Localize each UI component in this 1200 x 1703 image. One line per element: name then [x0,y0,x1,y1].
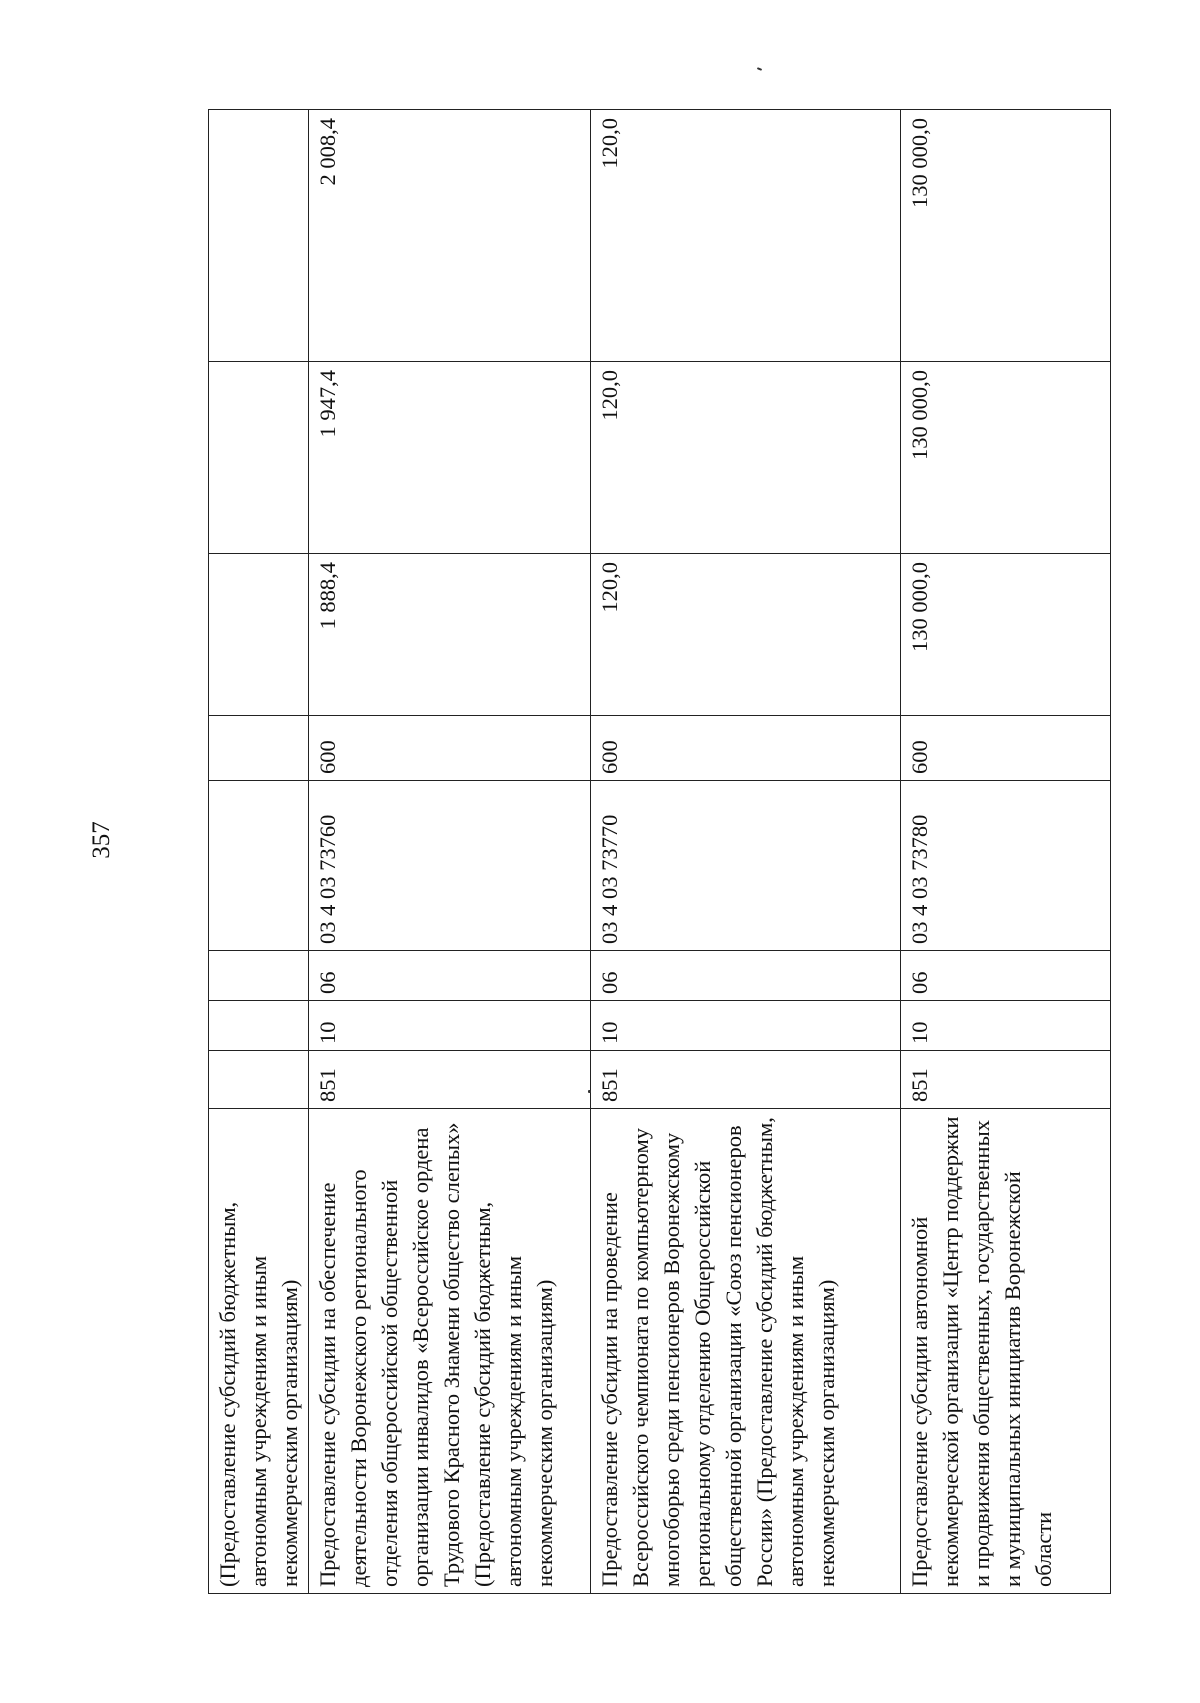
budget-table-region [208,110,1106,1594]
scan-speck [588,1090,591,1093]
row-grbs: 851 [591,1051,901,1109]
row-sum-year-3: 120,0 [591,110,901,362]
row-expense-type [209,716,309,781]
row-subsection: 06 [591,951,901,1001]
row-sum-year-2 [209,362,309,554]
rotated-table-container [208,110,1106,1594]
row-target-article: 03 4 03 73780 [901,781,1111,951]
row-target-article: 03 4 03 73760 [309,781,591,951]
row-section: 10 [309,1001,591,1051]
row-expense-type: 600 [309,716,591,781]
row-subsection: 06 [309,951,591,1001]
row-description: (Предоставление субсидий бюджетным, автономным учреждениям и иным некоммерческим организациям) [209,1109,309,1594]
table-row [309,110,591,1594]
row-section: 10 [591,1001,901,1051]
row-grbs: 851 [309,1051,591,1109]
table-row [901,110,1111,1594]
row-sum-year-2: 1 947,4 [309,362,591,554]
row-subsection: 06 [901,951,1111,1001]
row-subsection [209,951,309,1001]
table-row [591,110,901,1594]
row-sum-year-1 [209,554,309,716]
row-sum-year-1: 1 888,4 [309,554,591,716]
scan-speck [757,67,762,71]
row-sum-year-3: 2 008,4 [309,110,591,362]
row-sum-year-3: 130 000,0 [901,110,1111,362]
row-expense-type: 600 [591,716,901,781]
row-grbs: 851 [901,1051,1111,1109]
row-description: Предоставление субсидии на проведение Всероссийского чемпионата по компьютерному многоборью среди пенсионеров Воронежскому региональному отделению Общероссийской общественной организации «Союз пенсионеров России» (Предоставление субсидий бюджетным, автономным учреждениям и иным некоммерческим организациям) [591,1109,901,1594]
page-number: 357 [88,821,115,859]
row-expense-type: 600 [901,716,1111,781]
row-grbs [209,1051,309,1109]
row-section: 10 [901,1001,1111,1051]
row-sum-year-1: 130 000,0 [901,554,1111,716]
row-description: Предоставление субсидии на обеспечение деятельности Воронежского регионального отделения общероссийской общественной организации инвалидов «Всероссийское ордена Трудового Красного Знамени общество слепых» (Предоставление субсидий бюджетным, автономным учреждениям и иным некоммерческим организациям) [309,1109,591,1594]
row-description: Предоставление субсидии автономной некоммерческой организации «Центр поддержки и продвижения общественных, государственных и муниципальных инициатив Воронежской области [901,1109,1111,1594]
budget-table [208,109,1111,1594]
row-sum-year-1: 120,0 [591,554,901,716]
table-row [209,110,309,1594]
row-target-article: 03 4 03 73770 [591,781,901,951]
row-sum-year-2: 120,0 [591,362,901,554]
row-target-article [209,781,309,951]
row-section [209,1001,309,1051]
row-sum-year-3 [209,110,309,362]
row-sum-year-2: 130 000,0 [901,362,1111,554]
